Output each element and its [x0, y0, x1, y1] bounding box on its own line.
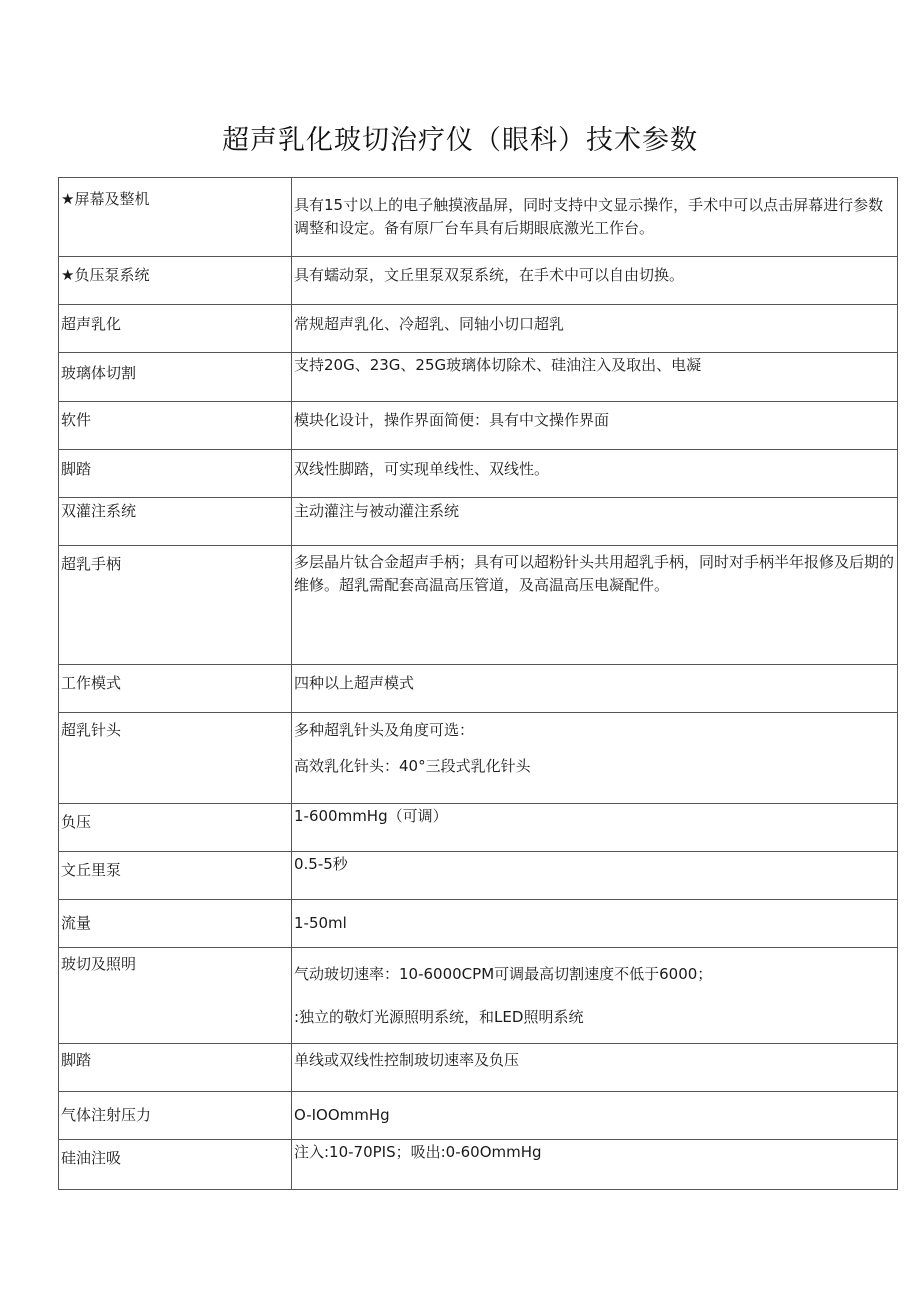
row-label: 硅油注吸 — [61, 1149, 122, 1167]
row-value: 多种超乳针头及角度可选： — [294, 721, 475, 739]
label-cell — [59, 804, 292, 852]
value-cell — [292, 498, 898, 546]
row-value: 高效乳化针头：40°三段式乳化针头 — [294, 757, 531, 776]
table-row — [59, 402, 898, 450]
row-label: 超声乳化 — [61, 315, 122, 333]
label-cell — [59, 498, 292, 546]
table-row — [59, 546, 898, 665]
row-value: 单线或双线性控制玻切速率及负压 — [294, 1051, 520, 1069]
value-cell — [292, 804, 898, 852]
row-label: 玻璃体切割 — [61, 364, 137, 382]
row-value: :独立的敬灯光源照明系统，和LED照明系统 — [294, 1008, 584, 1027]
row-label: 玻切及照明 — [61, 955, 137, 973]
table-row — [59, 257, 898, 305]
value-cell — [292, 948, 898, 1044]
label-cell — [59, 1092, 292, 1140]
label-cell — [59, 257, 292, 305]
value-cell — [292, 900, 898, 948]
label-cell — [59, 305, 292, 353]
row-value: 模块化设计，操作界面简便：具有中文操作界面 — [294, 411, 610, 429]
value-cell — [292, 353, 898, 402]
row-value: 支持20G、23G、25G玻璃体切除术、硅油注入及取出、电凝 — [294, 356, 702, 374]
row-value: O-IOOmmHg — [294, 1106, 390, 1124]
row-label: 超乳手柄 — [61, 555, 122, 573]
label-cell — [59, 1140, 292, 1190]
row-value: 1-50ml — [294, 914, 347, 932]
label-cell — [59, 546, 292, 665]
label-cell — [59, 948, 292, 1044]
table-row — [59, 498, 898, 546]
label-cell — [59, 1044, 292, 1092]
label-cell — [59, 450, 292, 498]
value-cell — [292, 852, 898, 900]
spec-table — [58, 177, 898, 1190]
table-row — [59, 665, 898, 713]
row-label: 负压 — [61, 813, 92, 831]
row-label: ★负压泵系统 — [61, 266, 150, 284]
table-row — [59, 852, 898, 900]
row-value: 1-600mmHg（可调） — [294, 807, 448, 825]
row-label: 流量 — [61, 914, 92, 932]
table-row — [59, 713, 898, 804]
value-cell — [292, 305, 898, 353]
label-cell — [59, 353, 292, 402]
row-label: 气体注射压力 — [61, 1106, 152, 1124]
table-row — [59, 804, 898, 852]
row-label: 脚踏 — [61, 1051, 92, 1069]
label-cell — [59, 402, 292, 450]
table-row — [59, 900, 898, 948]
table-row — [59, 450, 898, 498]
value-cell — [292, 450, 898, 498]
row-label: 工作模式 — [61, 674, 122, 692]
value-cell — [292, 546, 898, 665]
row-value: 常规超声乳化、冷超乳、同轴小切口超乳 — [294, 315, 565, 333]
page-title: 超声乳化玻切治疗仪（眼科）技术参数 — [222, 125, 698, 156]
row-value: 具有蠕动泵，文丘里泵双泵系统，在手术中可以自由切换。 — [294, 266, 685, 284]
value-cell — [292, 257, 898, 305]
label-cell — [59, 852, 292, 900]
label-cell — [59, 900, 292, 948]
row-label: 双灌注系统 — [61, 502, 137, 520]
row-value: 多层晶片钛合金超声手柄；具有可以超粉针头共用超乳手柄，同时对手柄半年报修及后期的维修。超乳需配套高温高压管道，及高温高压电凝配件。 — [294, 553, 895, 595]
table-row — [59, 1140, 898, 1190]
row-value: 主动灌注与被动灌注系统 — [294, 502, 460, 520]
row-label: 文丘里泵 — [61, 861, 122, 879]
value-cell — [292, 1092, 898, 1140]
row-label: 超乳针头 — [61, 721, 122, 739]
row-label: 软件 — [61, 411, 92, 429]
table-row — [59, 305, 898, 353]
label-cell — [59, 713, 292, 804]
value-cell — [292, 665, 898, 713]
row-label: ★屏幕及整机 — [61, 190, 150, 208]
label-cell — [59, 178, 292, 257]
label-cell — [59, 665, 292, 713]
row-value: 0.5-5秒 — [294, 855, 348, 873]
row-value: 双线性脚踏，可实现单线性、双线性。 — [294, 460, 550, 478]
value-cell — [292, 713, 898, 804]
row-value: 注入:10-70PIS；吸出:0-60OmmHg — [294, 1143, 542, 1161]
table-row — [59, 353, 898, 402]
row-value: 四种以上超声模式 — [294, 674, 415, 692]
value-cell — [292, 402, 898, 450]
row-value: 具有15寸以上的电子触摸液晶屏，同时支持中文显示操作，手术中可以点击屏幕进行参数调整和设定。备有原厂台车具有后期眼底激光工作台。 — [294, 196, 884, 238]
table-row — [59, 948, 898, 1044]
row-label: 脚踏 — [61, 460, 92, 478]
value-cell — [292, 178, 898, 257]
table-row — [59, 178, 898, 257]
row-value: 气动玻切速率：10-6000CPM可调最高切割速度不低于6000； — [294, 965, 713, 983]
table-row — [59, 1092, 898, 1140]
value-cell — [292, 1140, 898, 1190]
value-cell — [292, 1044, 898, 1092]
table-row — [59, 1044, 898, 1092]
